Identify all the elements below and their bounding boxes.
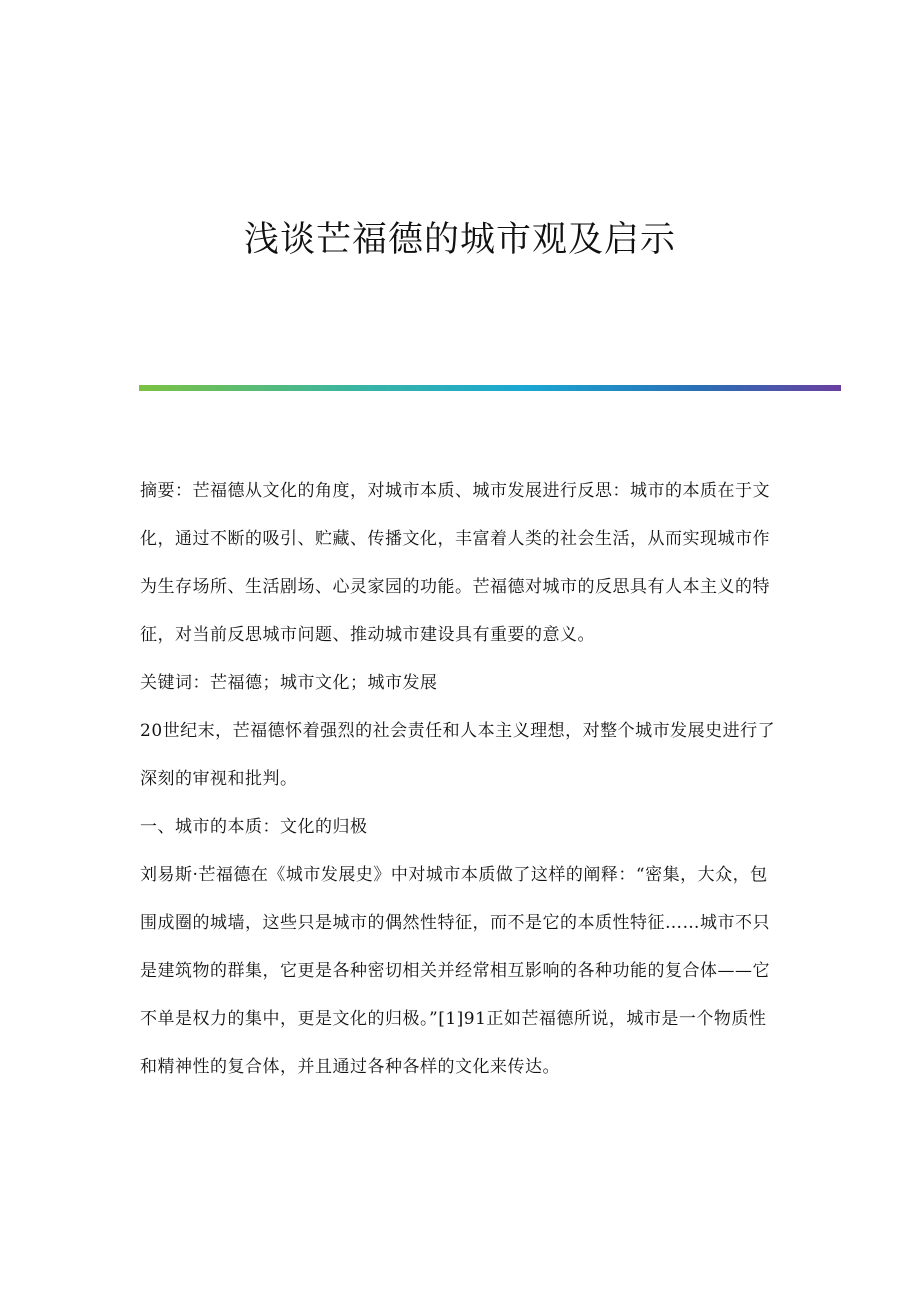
section-body-paragraph: 刘易斯·芒福德在《城市发展史》中对城市本质做了这样的阐释：“密集，大众，包围成圈的城墙，这些只是城市的偶然性特征，而不是它的本质性特征……城市不只是建筑物的群集，它更是各种密切相关并经常相互影响的各种功能的复合体——它不单是权力的集中，更是文化的归极。”[1]91正如芒福德所说，城市是一个物质性和精神性的复合体，并且通过各种各样的文化来传达。 bbox=[140, 865, 770, 1077]
title-divider bbox=[139, 385, 841, 391]
document-title: 浅谈芒福德的城市观及启示 bbox=[243, 220, 676, 260]
abstract-paragraph: 摘要：芒福德从文化的角度，对城市本质、城市发展进行反思：城市的本质在于文化，通过不断的吸引、贮藏、传播文化，丰富着人类的社会生活，从而实现城市作为生存场所、生活剧场、心灵家园的功能。芒福德对城市的反思具有人本主义的特征，对当前反思城市问题、推动城市建设具有重要的意义。 bbox=[140, 481, 770, 645]
keywords-paragraph: 关键词：芒福德；城市文化；城市发展 bbox=[140, 673, 438, 693]
section-heading: 一、城市的本质：文化的归极 bbox=[140, 817, 368, 837]
intro-paragraph: 20世纪末，芒福德怀着强烈的社会责任和人本主义理想，对整个城市发展史进行了深刻的审视和批判。 bbox=[140, 721, 776, 789]
document-body bbox=[140, 467, 780, 1091]
